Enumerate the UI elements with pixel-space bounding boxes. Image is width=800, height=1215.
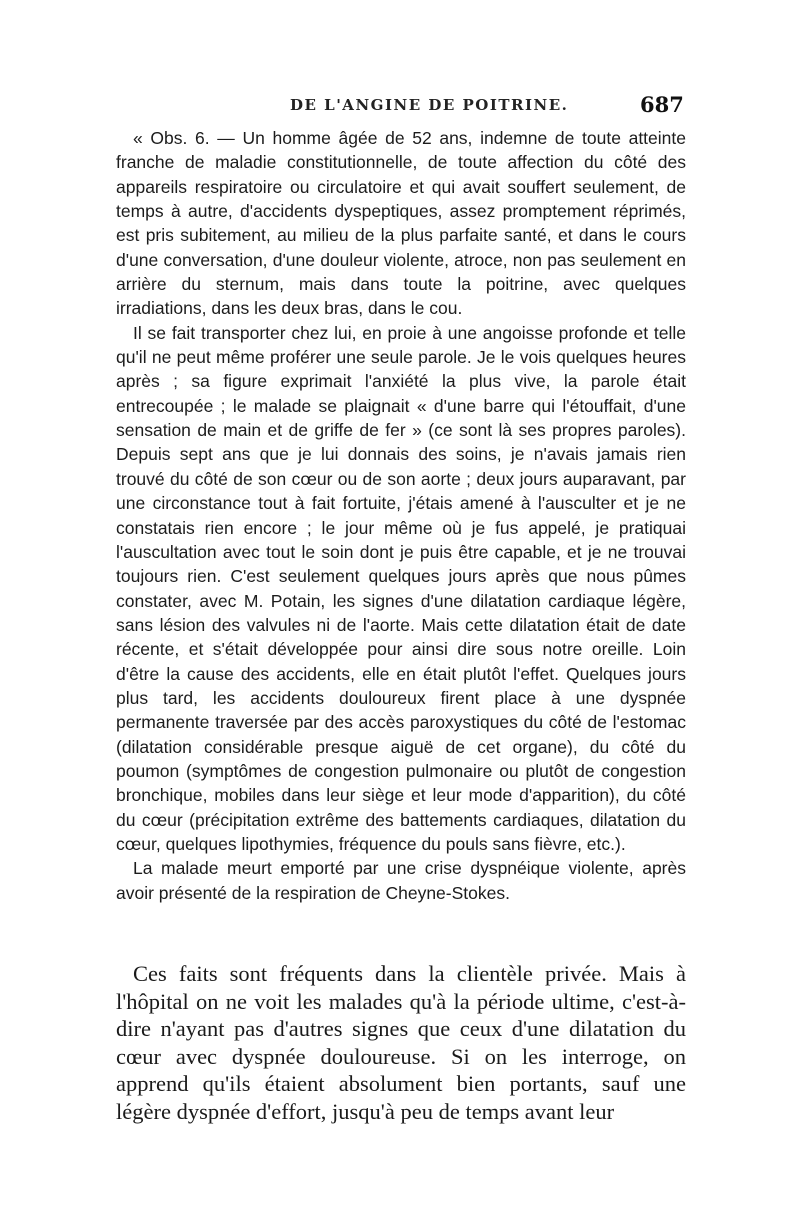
page-number: 687: [640, 92, 684, 117]
observation-paragraph: La malade meurt emporté par une crise dyspnéique violente, après avoir présenté de la respiration de Cheyne-Stokes.: [116, 858, 686, 903]
observation-paragraph: « Obs. 6. — Un homme âgée de 52 ans, indemne de toute atteinte franche de maladie constitutionnelle, de toute affection du côté des appareils respiratoire ou circulatoire et qui avait souffert seulement, de temps à autre, d'accidents dyspeptiques, assez promptement réprimés, est pris subitement, au milieu de la plus parfaite santé, et dans le cours d'une conversation, d'une douleur violente, atroce, non pas seulement en arrière du sternum, mais dans toute la poitrine, avec quelques irradiations, dans les deux bras, dans le cou.: [116, 128, 686, 319]
observation-block: [116, 126, 686, 905]
running-title: DE L'ANGINE DE POITRINE.: [290, 96, 569, 114]
main-text-block: [116, 960, 686, 1126]
body-paragraph: Ces faits sont fréquents dans la clientèle privée. Mais à l'hôpital on ne voit les malades qu'à la période ultime, c'est-à-dire n'ayant pas d'autres signes que ceux d'une dilatation du cœur avec dyspnée douloureuse. Si on les interroge, on apprend qu'ils étaient absolument bien portants, sauf une légère dyspnée d'effort, jusqu'à peu de temps avant leur: [116, 961, 686, 1124]
observation-paragraph: Il se fait transporter chez lui, en proie à une angoisse profonde et telle qu'il ne peut même proférer une seule parole. Je le vois quelques heures après ; sa figure exprimait l'anxiété la plus vive, la parole était entrecoupée ; le malade se plaignait « d'une barre qui l'étouffait, d'une sensation de main et de griffe de fer » (ce sont là ses propres paroles). Depuis sept ans que je lui donnais des soins, je n'avais jamais rien trouvé du côté de son cœur ou de son aorte ; deux jours auparavant, par une circonstance tout à fait fortuite, j'étais amené à l'ausculter et je ne constatais rien encore ; le jour même où je fus appelé, je pratiquai l'auscultation avec tout le soin dont je puis être capable, et je ne trouvai toujours rien. C'est seulement quelques jours après que nous pûmes constater, avec M. Potain, les signes d'une dilatation cardiaque légère, sans lésion des valvules ni de l'aorte. Mais cette dilatation était de date récente, et s'était développée pour ainsi dire sous notre oreille. Loin d'être la cause des accidents, elle en était plutôt l'effet. Quelques jours plus tard, les accidents douloureux firent place à une dyspnée permanente traversée par des accès paroxystiques du côté de l'estomac (dilatation considérable presque aiguë de cet organe), du côté du poumon (symptômes de congestion pulmonaire ou plutôt de congestion bronchique, mobiles dans leur siège et leur mode d'apparition), du côté du cœur (précipitation extrême des battements cardiaques, dilatation du cœur, quelques lipothymies, fréquence du pouls sans fièvre, etc.).: [116, 322, 686, 854]
